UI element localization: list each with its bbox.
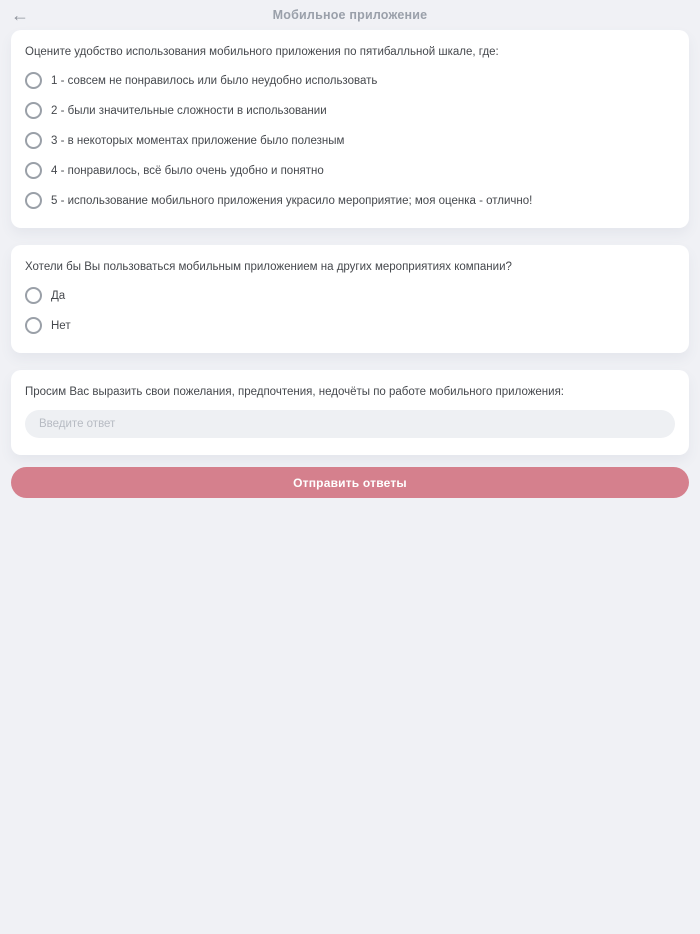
radio-circle-icon[interactable] — [25, 102, 42, 119]
radio-option[interactable] — [25, 102, 675, 119]
radio-circle-icon[interactable] — [25, 192, 42, 209]
radio-option-label: 2 - были значительные сложности в использовании — [51, 104, 327, 117]
radio-circle-icon[interactable] — [25, 287, 42, 304]
radio-circle-icon[interactable] — [25, 72, 42, 89]
radio-option[interactable] — [25, 132, 675, 149]
radio-circle-icon[interactable] — [25, 162, 42, 179]
question-text: Оцените удобство использования мобильного приложения по пятибалльной шкале, где: — [25, 46, 499, 58]
question-text: Просим Вас выразить свои пожелания, предпочтения, недочёты по работе мобильного приложения: — [25, 386, 565, 398]
radio-option-label: Нет — [51, 319, 71, 332]
radio-option[interactable] — [25, 317, 675, 334]
back-button[interactable] — [8, 3, 32, 27]
submit-answers-button[interactable]: Отправить ответы — [11, 467, 689, 498]
question-card-feedback — [11, 370, 689, 455]
radio-option-label: Да — [51, 289, 66, 302]
question-card-rating — [11, 30, 689, 228]
feedback-input[interactable] — [25, 410, 675, 438]
radio-option[interactable] — [25, 72, 675, 89]
radio-option[interactable] — [25, 162, 675, 179]
arrow-left-icon: ← — [11, 5, 29, 25]
radio-option-label: 1 - совсем не понравилось или было неудобно использовать — [51, 74, 378, 87]
radio-option[interactable] — [25, 192, 675, 209]
radio-option-label: 3 - в некоторых моментах приложение было полезным — [51, 134, 345, 147]
radio-option[interactable] — [25, 287, 675, 304]
radio-circle-icon[interactable] — [25, 317, 42, 334]
radio-group-rating — [25, 72, 675, 209]
radio-circle-icon[interactable] — [25, 132, 42, 149]
radio-option-label: 5 - использование мобильного приложения украсило мероприятие; моя оценка - отлично! — [51, 194, 533, 207]
radio-option-label: 4 - понравилось, всё было очень удобно и понятно — [51, 164, 324, 177]
header — [0, 0, 700, 30]
question-text: Хотели бы Вы пользоваться мобильным приложением на других мероприятиях компании? — [25, 261, 512, 273]
radio-group-reuse — [25, 287, 675, 334]
page-title: Мобильное приложение — [272, 8, 428, 22]
question-card-reuse — [11, 245, 689, 353]
